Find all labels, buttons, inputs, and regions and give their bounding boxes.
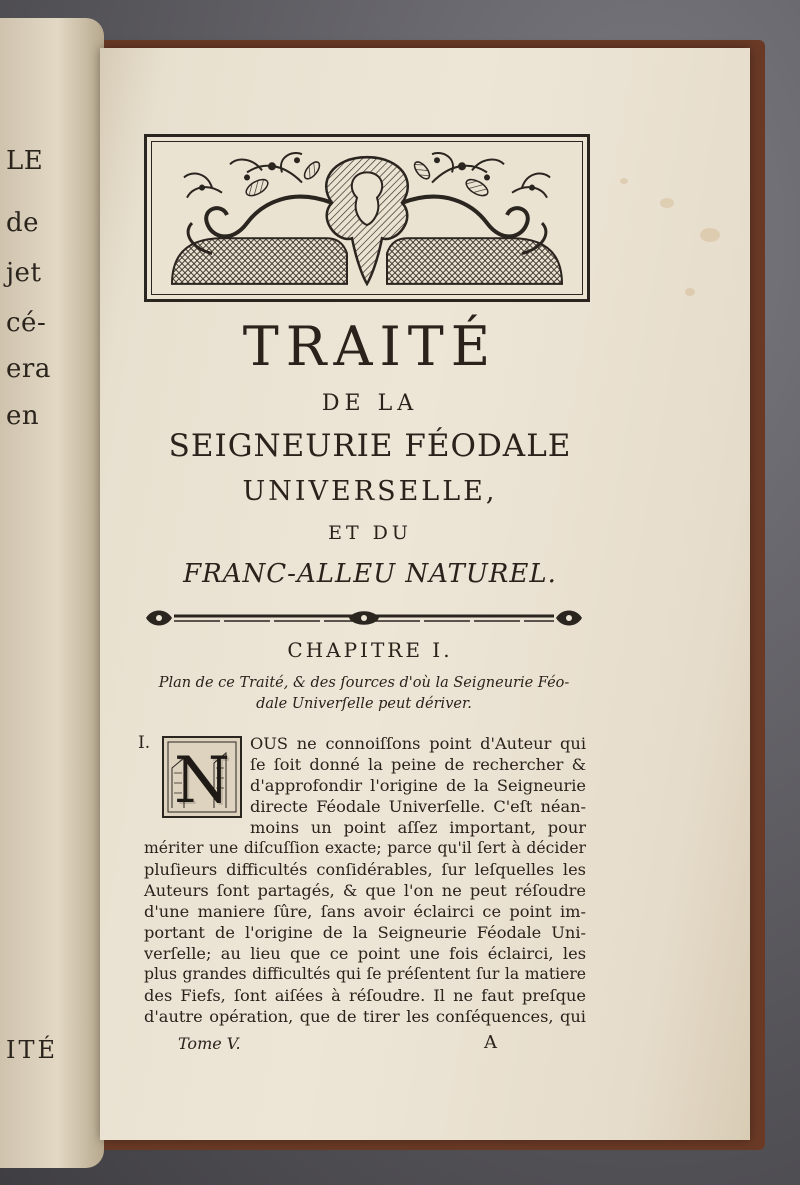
ornamental-divider bbox=[144, 606, 584, 630]
title-line: UNIVERSELLE, bbox=[242, 476, 498, 507]
dropcap-letter: N bbox=[174, 744, 230, 818]
left-page-line: era bbox=[6, 354, 51, 384]
body-line: pluſieurs difficultés conſidérables, ſur leſquelles les bbox=[144, 860, 586, 879]
floral-ornament-icon bbox=[152, 142, 582, 294]
chapter-summary: dale Univerſelle peut dériver. bbox=[256, 696, 472, 712]
book-page bbox=[100, 48, 750, 1140]
chapter-heading: CHAPITRE I. bbox=[287, 638, 453, 662]
volume-catchword: Tome V. bbox=[178, 1034, 241, 1053]
body-line: plus grandes difficultés qui ſe préſentent ſur la matiere bbox=[144, 965, 586, 983]
body-line: d'autre opération, que de tirer les conſéquences, qui bbox=[144, 1007, 586, 1026]
paragraph-number: I. bbox=[138, 733, 151, 753]
left-page-line: jet bbox=[6, 258, 42, 288]
body-line: verſelle; au lieu que ce point une fois éclairci, les bbox=[144, 944, 586, 963]
body-line: OUS ne connoiſſons point d'Auteur qui bbox=[250, 734, 586, 753]
left-facing-page bbox=[0, 18, 104, 1168]
decorative-initial bbox=[162, 736, 242, 818]
left-page-line: en bbox=[6, 401, 40, 431]
body-line: directe Féodale Univerſelle. C'eſt néan- bbox=[250, 797, 586, 816]
body-line: Auteurs ſont partagés, & que l'on ne peut réſoudre bbox=[144, 881, 586, 900]
signature-mark: A bbox=[484, 1032, 497, 1053]
body-line: moins un point aſſez important, pour bbox=[250, 818, 586, 837]
chapter-summary: Plan de ce Traité, & des ſources d'où la Seigneurie Féo- bbox=[158, 675, 570, 691]
title-main: TRAITÉ bbox=[242, 315, 498, 378]
title-line: ET DU bbox=[328, 522, 412, 544]
body-line: mériter une diſcuſſion exacte; parce qu'il ſert à décider bbox=[144, 839, 586, 857]
body-line: d'approfondir l'origine de la Seigneurie bbox=[250, 776, 586, 795]
foxing-spot bbox=[700, 228, 720, 242]
headpiece-engraving bbox=[151, 141, 583, 295]
foxing-spot bbox=[685, 288, 695, 296]
ornamental-headpiece bbox=[144, 134, 590, 302]
title-line: FRANC-ALLEU NATUREL. bbox=[183, 559, 557, 589]
body-line: d'une maniere ſûre, ſans avoir éclairci ce point im- bbox=[144, 902, 586, 921]
body-line: des Fiefs, ſont aiſées à réſoudre. Il ne faut preſque bbox=[144, 986, 586, 1005]
body-line: portant de l'origine de la Seigneurie Féodale Uni- bbox=[144, 923, 586, 942]
left-page-line: de bbox=[6, 208, 40, 238]
title-line: SEIGNEURIE FÉODALE bbox=[168, 428, 572, 464]
left-page-line: LE bbox=[6, 146, 44, 176]
left-page-line: cé- bbox=[6, 308, 47, 338]
body-line: ſe ſoit donné la peine de rechercher & bbox=[250, 755, 586, 774]
left-page-bottom-fragment: ITÉ bbox=[6, 1036, 59, 1064]
foxing-spot bbox=[660, 198, 674, 208]
title-line: DE LA bbox=[321, 391, 419, 416]
foxing-spot bbox=[620, 178, 628, 184]
